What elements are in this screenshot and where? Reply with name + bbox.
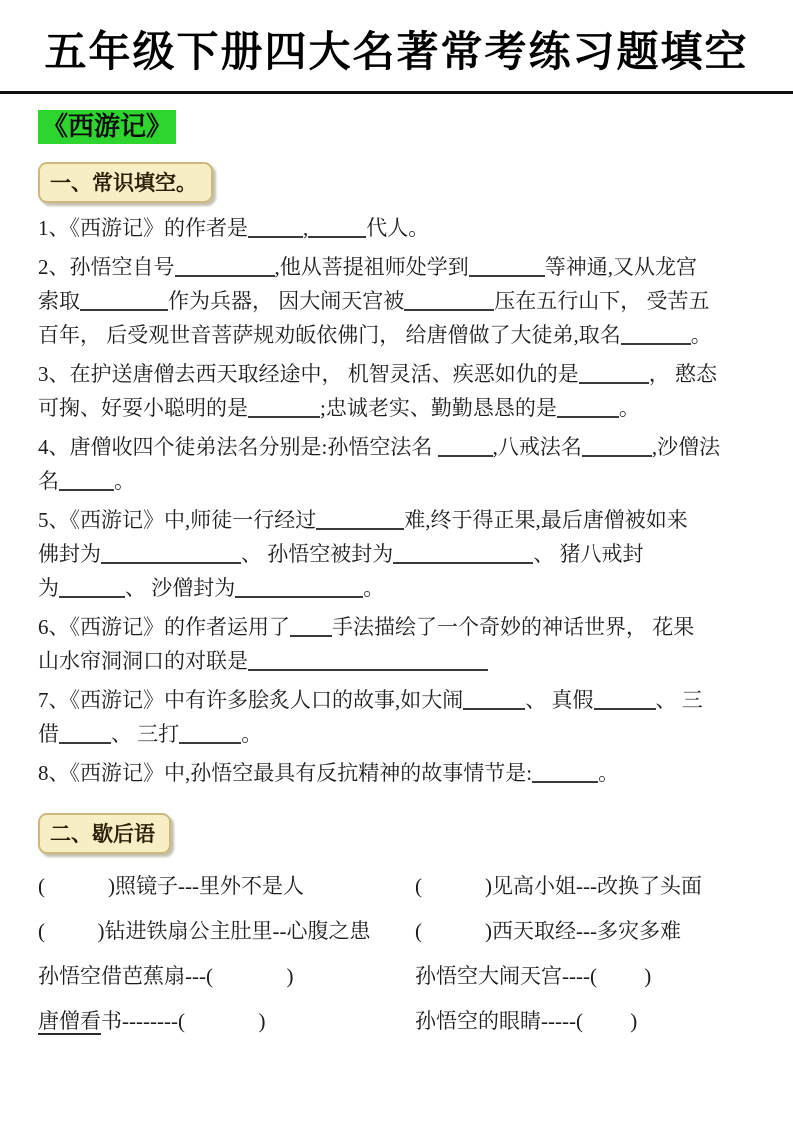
blank-line — [582, 437, 652, 457]
blank-line — [179, 724, 241, 744]
blank-line — [248, 218, 303, 238]
question — [38, 610, 755, 678]
question-line: 为 、 沙僧封为 。 — [38, 576, 385, 601]
xiehouyu-item: ( )见高小姐---改换了头面 — [415, 874, 702, 899]
question — [38, 503, 755, 605]
blank-line — [469, 257, 545, 277]
blank-line — [248, 398, 320, 418]
question-line: 名 。 — [38, 469, 135, 494]
underlined-text: 唐僧看 — [38, 1009, 101, 1034]
question-line: 8、《西游记》中,孙悟空最具有反抗精神的故事情节是: 。 — [38, 761, 620, 786]
question-line: 7、《西游记》中有许多脍炙人口的故事,如大闹 、 真假 、 三 — [38, 688, 703, 713]
question-line: 借 、 三打 。 — [38, 722, 263, 747]
blank-line — [59, 578, 125, 598]
question-line: 4、唐僧收四个徒弟法名分别是:孙悟空法名 ,八戒法名 ,沙僧法 — [38, 435, 721, 460]
question-line: 山水帘洞洞口的对联是 — [38, 644, 755, 678]
blank-line — [101, 544, 241, 564]
blank-line — [404, 291, 494, 311]
blank-line — [594, 690, 656, 710]
xiehouyu-item: 孙悟空借芭蕉扇---( ) — [38, 964, 294, 989]
question — [38, 683, 755, 751]
question-line: 2、孙悟空自号 ,他从菩提祖师处学到 等神通,又从龙宫 — [38, 255, 697, 280]
blank-line — [308, 218, 366, 238]
question-line: 1、《西游记》的作者是 , 代人。 — [38, 216, 430, 241]
question-line: 6、《西游记》的作者运用了 手法描绘了一个奇妙的神话世界， 花果 — [38, 615, 695, 640]
xiehouyu-item: 孙悟空大闹天宫----( ) — [415, 964, 652, 989]
blank-line — [290, 617, 332, 637]
question — [38, 357, 755, 425]
question-line: 3、在护送唐僧去西天取经途中， 机智灵活、疾恶如仇的是 ， 憨态 — [38, 362, 717, 387]
question — [38, 430, 755, 498]
xiehouyu-row — [38, 918, 755, 944]
blank-line — [59, 471, 114, 491]
xiehouyu-list — [38, 873, 755, 1034]
blank-line — [235, 578, 363, 598]
blank-line — [438, 437, 493, 457]
xiehouyu-item: ( )钻进铁扇公主肚里--心腹之患 — [38, 919, 371, 944]
header — [38, 0, 755, 94]
blank-line — [557, 398, 619, 418]
blank-line — [532, 763, 598, 783]
book-title-tag: 《西游记》 — [38, 110, 176, 145]
xiehouyu-row — [38, 873, 755, 899]
questions-list — [38, 211, 755, 790]
blank-line — [463, 690, 525, 710]
question — [38, 756, 755, 790]
question-line: 5、《西游记》中,师徒一行经过 难,终于得正果,最后唐僧被如来 — [38, 508, 688, 533]
xiehouyu-item: ( )照镜子---里外不是人 — [38, 874, 304, 899]
question — [38, 250, 755, 352]
blank-line — [579, 364, 649, 384]
section-2-header: 二、歇后语 — [38, 813, 171, 854]
xiehouyu-item: 唐僧看书--------( ) — [38, 1009, 266, 1034]
section-1-header: 一、常识填空。 — [38, 162, 213, 203]
blank-line — [248, 651, 488, 671]
blank-line — [175, 257, 275, 277]
xiehouyu-item: 孙悟空的眼睛-----( ) — [415, 1009, 638, 1034]
question-line: 佛封为 、 孙悟空被封为 、 猪八戒封 — [38, 542, 644, 567]
xiehouyu-item: ( )西天取经---多灾多难 — [415, 919, 681, 944]
blank-line — [80, 291, 168, 311]
xiehouyu-row — [38, 963, 755, 989]
blank-line — [316, 510, 404, 530]
blank-line — [621, 325, 691, 345]
question — [38, 211, 755, 245]
xiehouyu-row — [38, 1008, 755, 1034]
question-line: 百年， 后受观世音菩萨规劝皈依佛门， 给唐僧做了大徒弟,取名 。 — [38, 323, 712, 348]
question-line: 可掬、好耍小聪明的是 ;忠诚老实、勤勤恳恳的是 。 — [38, 396, 640, 421]
blank-line — [59, 724, 111, 744]
page-title: 五年级下册四大名著常考练习题填空 — [44, 30, 749, 76]
blank-line — [393, 544, 533, 564]
question-line: 索取 作为兵器， 因大闹天宫被 压在五行山下， 受苦五 — [38, 289, 710, 314]
